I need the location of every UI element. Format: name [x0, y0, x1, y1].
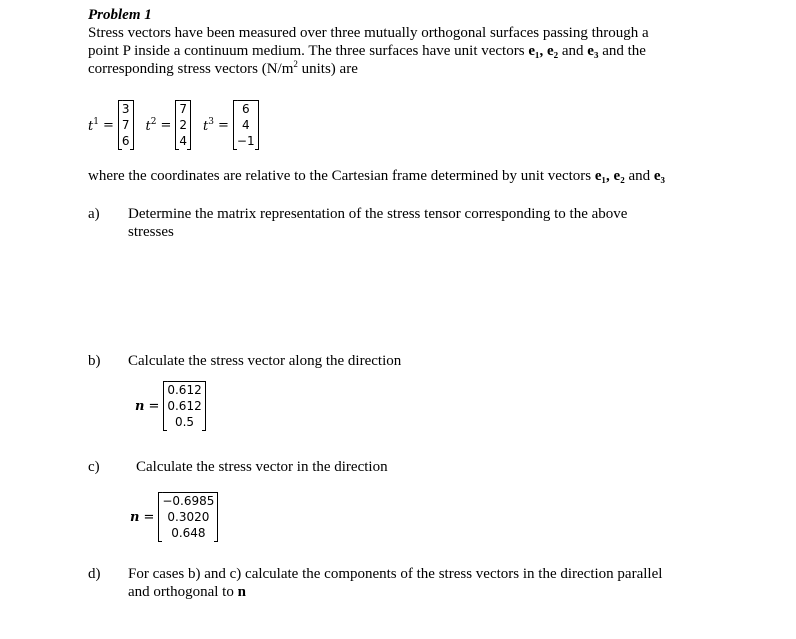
vector-matrix: 3 7 6	[118, 100, 134, 150]
intro-line-3: corresponding stress vectors ($N/m^2$ units) are	[88, 59, 358, 77]
question-text: For cases b) and c) calculate the components of the stress vectors in the direction parallel	[128, 566, 663, 582]
stress-vector-t1: $t^1$ = 3 7 6	[88, 100, 134, 150]
question-a	[88, 205, 728, 245]
question-letter: a)	[88, 206, 100, 222]
vector-matrix: 7 2 4	[175, 100, 191, 150]
direction-n-b: n = 0.612 0.612 0.5	[135, 381, 206, 431]
question-text-cont: and orthogonal to n	[128, 584, 246, 600]
stress-vectors	[88, 97, 271, 153]
stress-vector-t3: $t^3$ = 6 4 −1	[203, 100, 259, 150]
vector-matrix: 0.612 0.612 0.5	[163, 381, 205, 431]
question-text: Determine the matrix representation of the stress tensor corresponding to the above	[128, 206, 628, 222]
problem-title: Problem 1	[88, 7, 152, 23]
problem-intro	[88, 24, 738, 78]
intro-line-2: point P inside a continuum medium. The three surfaces have unit vectors e₁, e₂ and e₃ and the	[88, 43, 646, 59]
question-text: Calculate the stress vector in the direction	[136, 459, 388, 475]
coordinates-note: where the coordinates are relative to the Cartesian frame determined by unit vectors e₁, e₂ and e₃	[88, 168, 666, 184]
vector-matrix: 6 4 −1	[233, 100, 259, 150]
intro-line-1: Stress vectors have been measured over three mutually orthogonal surfaces passing through a	[88, 25, 649, 41]
question-d	[88, 565, 728, 605]
question-b	[88, 352, 728, 372]
question-letter: c)	[88, 459, 100, 475]
question-text: Calculate the stress vector along the direction	[128, 353, 402, 369]
stress-vector-t2: $t^2$ = 7 2 4	[146, 100, 192, 150]
direction-n-c: n = −0.6985 0.3020 0.648	[130, 492, 218, 542]
question-c	[88, 458, 728, 478]
question-letter: b)	[88, 353, 101, 369]
question-letter: d)	[88, 566, 101, 582]
question-text-cont: stresses	[128, 224, 174, 240]
vector-matrix: −0.6985 0.3020 0.648	[158, 492, 218, 542]
